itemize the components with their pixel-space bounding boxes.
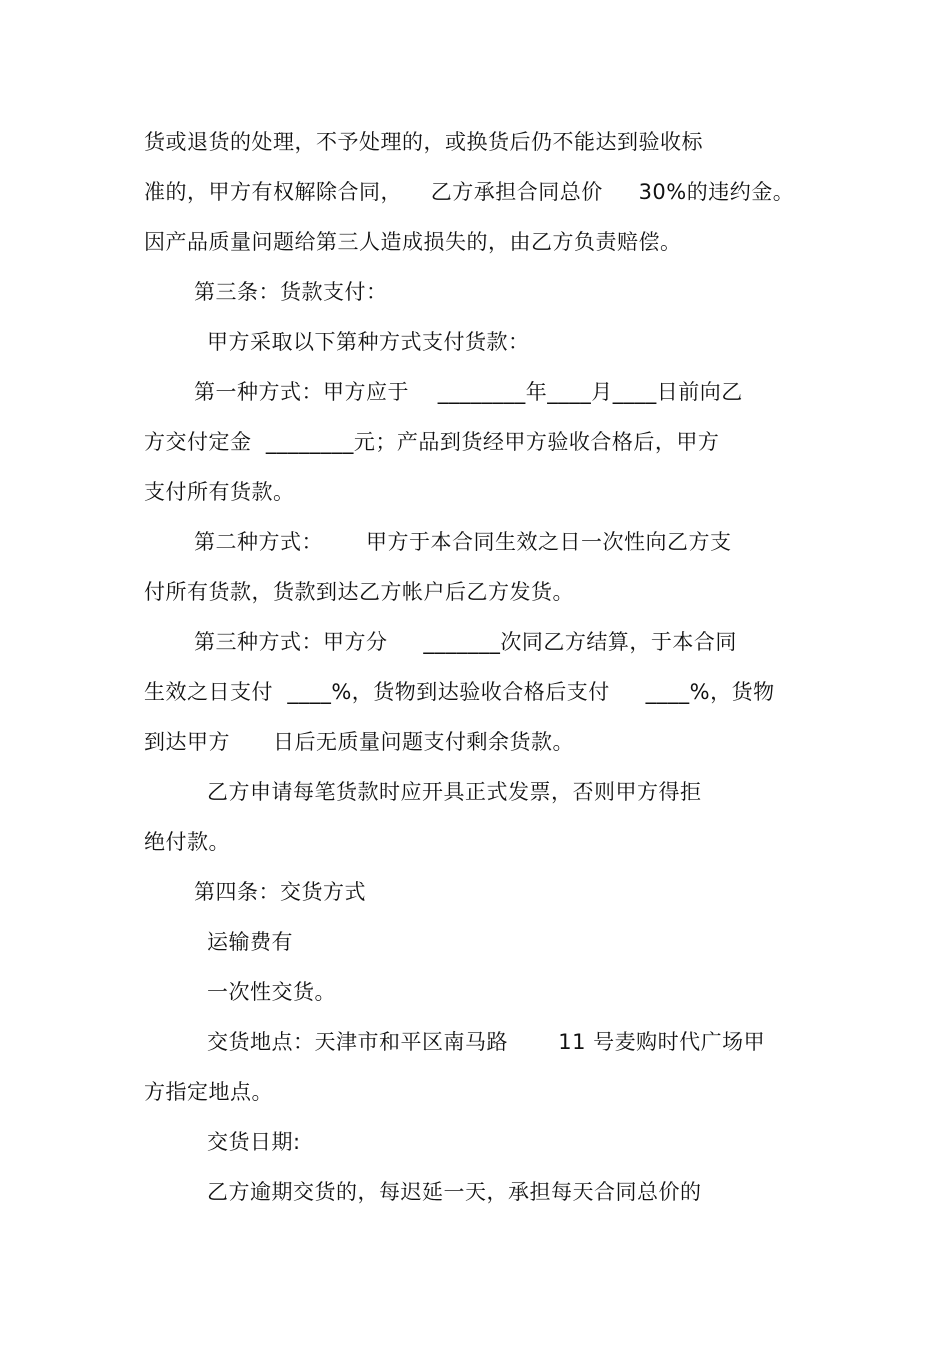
text-line: 到达甲方 日后无质量问题支付剩余货款。 [144,730,575,754]
section-heading: 第三条：货款支付： [194,280,388,304]
text-line: 第二种方式： 甲方于本合同生效之日一次性向乙方支 [194,530,732,554]
text-line: 乙方逾期交货的，每迟延一天，承担每天合同总价的 [207,1180,702,1204]
text-line: 交货地点：天津市和平区南马路 11 号麦购时代广场甲 [207,1030,766,1054]
text-line: 支付所有货款。 [144,480,295,504]
text-line: 因产品质量问题给第三人造成损失的，由乙方负责赔偿。 [144,230,682,254]
text-line: 一次性交货。 [207,980,336,1004]
text-line: 方交付定金 ________元；产品到货经甲方验收合格后，甲方 [144,430,720,454]
text-line: 第一种方式：甲方应于 ________年____月____日前向乙 [194,380,743,404]
text-line: 准的，甲方有权解除合同， 乙方承担合同总价 30%的违约金。 [144,180,795,204]
text-line: 生效之日支付 ____%，货物到达验收合格后支付 ____%，货物 [144,680,775,704]
text-line: 付所有货款，货款到达乙方帐户后乙方发货。 [144,580,574,604]
text-line: 交货日期: [207,1130,301,1154]
text-line: 第三种方式：甲方分 _______次同乙方结算，于本合同 [194,630,737,654]
text-line: 货或退货的处理，不予处理的，或换货后仍不能达到验收标 [144,130,703,154]
text-line: 方指定地点。 [144,1080,273,1104]
text-line: 甲方采取以下第种方式支付货款： [207,330,530,354]
text-line: 乙方申请每笔货款时应开具正式发票，否则甲方得拒 [207,780,702,804]
text-line: 运输费有 [207,930,293,954]
text-line: 绝付款。 [144,830,230,854]
section-heading: 第四条：交货方式 [194,880,366,904]
